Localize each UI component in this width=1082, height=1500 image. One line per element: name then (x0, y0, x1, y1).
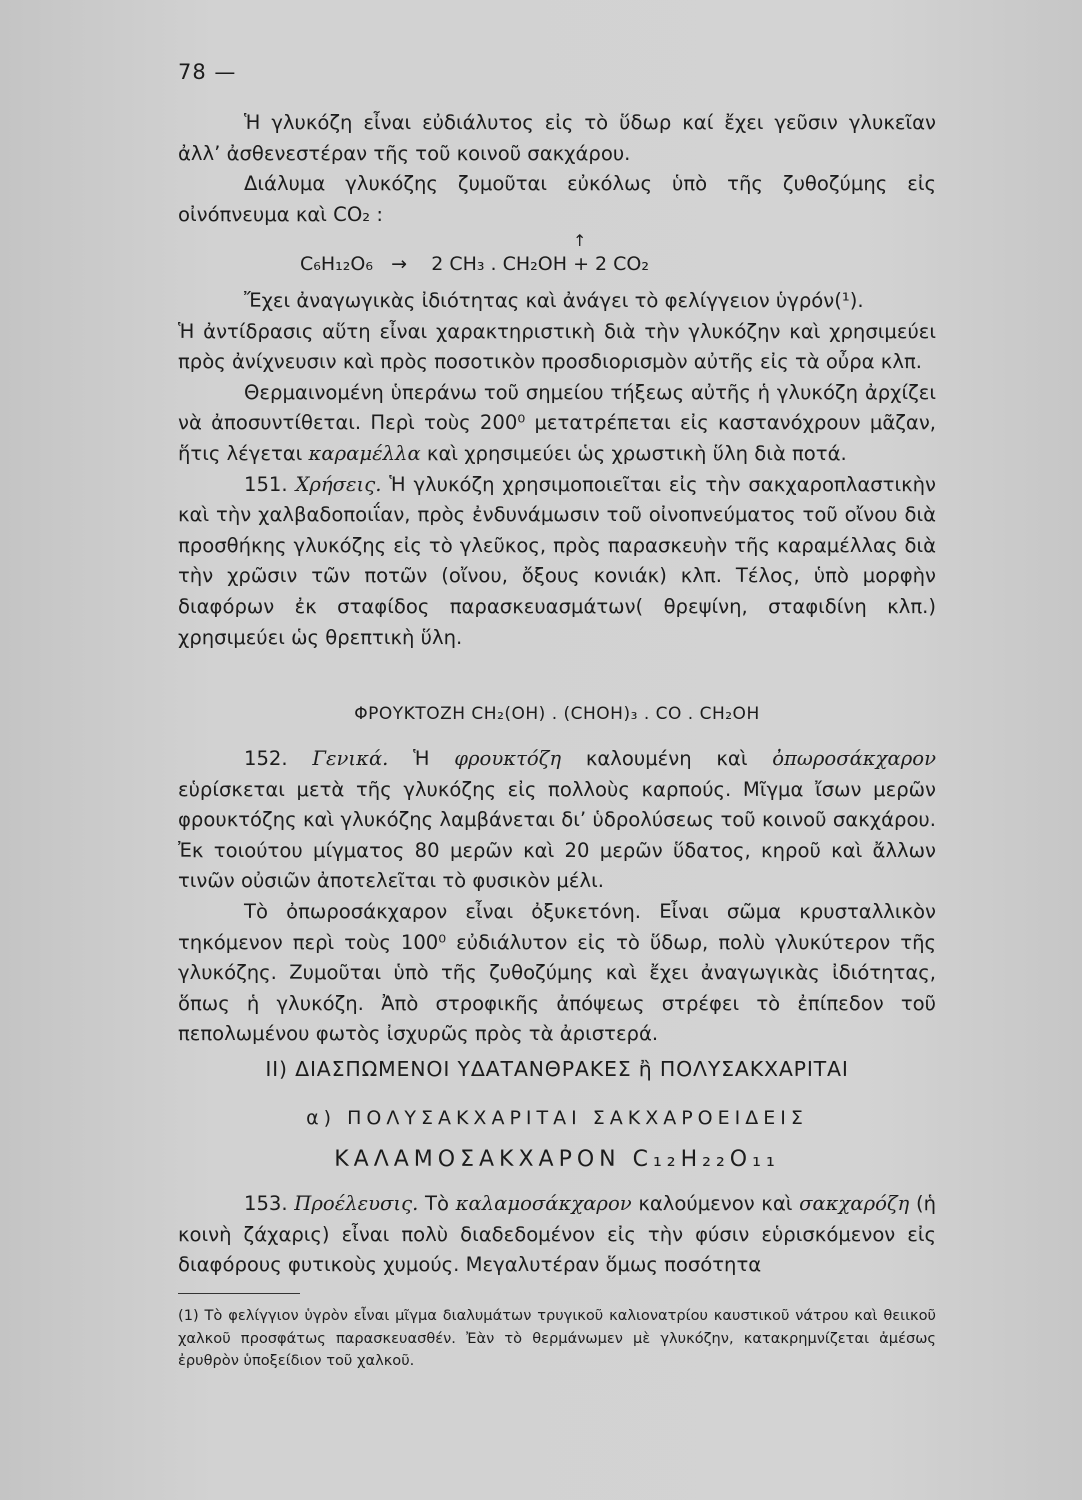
section-153: 153. Προέλευσις. Τὸ καλαμοσάκχαρον καλούμενον καὶ σακχαρόζη (ἡ κοινὴ ζάχαρις) εἶναι πολὺ διαδεδομένον εἰς τὴν φύσιν εὑρισκόμενον εἰς διαφόρους φυτικοὺς χυμούς. Μεγαλυτέραν ὅμως ποσότητα (178, 1192, 937, 1277)
equation-rhs: 2 CH₃ . CH₂OH + 2 CO₂ (431, 253, 649, 275)
text-block-1 (178, 108, 936, 230)
section-152-title: Γενικά. (312, 747, 389, 770)
footnote-divider (178, 1293, 300, 1294)
heading-polysaccharides: II) ΔΙΑΣΠΩΜΕΝΟΙ ΥΔΑΤΑΝΘΡΑΚΕΣ ἢ ΠΟΛΥΣΑΚΧΑΡΙΤΑΙ (265, 1057, 849, 1081)
section-152: 152. Γενικά. Ἡ φρουκτόζη καλουμένη καὶ ὀπωροσάκχαρον εὑρίσκεται μετὰ τῆς γλυκόζης εἰς πολλοὺς καρπούς. Μῖγμα ἴσων μερῶν φρουκτόζης καὶ γλυκόζης λαμβάνεται δι’ ὑδρολύσεως τοῦ κοινοῦ σακχάρου. Ἐκ τοιούτου μίγματος 80 μερῶν καὶ 20 μερῶν ὕδατος, κηροῦ καὶ ἄλλων τινῶν οὐσιῶν ἀποτελεῖται τὸ φυσικὸν μέλι. (178, 747, 936, 893)
text-block-2 (178, 286, 936, 653)
paragraph-solubility: Ἡ γλυκόζη εἶναι εὐδιάλυτος εἰς τὸ ὕδωρ καί ἔχει γεῦσιν γλυκεῖαν ἀλλ’ ἀσθενεστέραν τῆς τοῦ κοινοῦ σακχάρου. (178, 111, 936, 165)
paragraph-fruit-sugar: Τὸ ὀπωροσάκχαρον εἶναι ὀξυκετόνη. Εἶναι σῶμα κρυσταλλικὸν τηκόμενον περὶ τοὺς 100⁰ εὐδιάλυτον εἰς τὸ ὕδωρ, πολὺ γλυκύτερον τῆς γλυκόζης. Ζυμοῦται ὑπὸ τῆς ζυθοζύμης καὶ ἔχει ἀναγωγικὰς ἰδιότητας, ὅπως ἡ γλυκόζη. Ἀπὸ στροφικῆς ἀπόψεως στρέφει τὸ ἐπίπεδον τοῦ πεπολωμένου φωτὸς ἰσχυρῶς πρὸς τὰ ἀριστερά. (178, 899, 936, 1046)
section-153-title: Προέλευσις. (294, 1192, 419, 1215)
term-fructose: φρουκτόζη (454, 747, 562, 770)
term-fruit-sugar: ὀπωροσάκχαρον (772, 747, 936, 770)
term-caramel: καραμέλλα (308, 441, 421, 465)
paragraph-reaction: Ἡ ἀντίδρασις αὕτη εἶναι χαρακτηριστικὴ διὰ τὴν γλυκόζην καὶ χρησιμεύει πρὸς ἀνίχνευσιν καὶ πρὸς ποσοτικὸν προσδιορισμὸν αὐτῆς εἰς τὰ οὖρα κλπ. (178, 319, 936, 374)
term-cane-sugar: καλαμοσάκχαρον (455, 1192, 632, 1215)
gas-arrow: ↑ (573, 231, 587, 250)
text-block-3 (178, 744, 936, 1050)
equation-lhs: C₆H₁₂O₆ (300, 253, 373, 275)
paragraph-reducing: Ἔχει ἀναγωγικὰς ἰδιότητας καὶ ἀνάγει τὸ φελίγγειον ὑγρόν(¹). (244, 289, 864, 312)
heading-sugar-like: α) ΠΟΛΥΣΑΚΧΑΡΙΤΑΙ ΣΑΚΧΑΡΟΕΙΔΕΙΣ (306, 1107, 808, 1129)
term-sucrose: σακχαρόζη (799, 1192, 910, 1215)
heading-cane-sugar: ΚΑΛΑΜΟΣΑΚΧΑΡΟΝ C₁₂H₂₂O₁₁ (334, 1147, 780, 1172)
text-block-4 (178, 1189, 936, 1281)
footnote: (1) Τὸ φελίγγιον ὑγρὸν εἶναι μῖγμα διαλυμάτων τρυγικοῦ καλιονατρίου καυστικοῦ νάτρου καὶ θειικοῦ χαλκοῦ προσφάτως παρασκευασθέν. Ἐὰν τὸ θερμάνωμεν μὲ γλυκόζην, κατακρημνίζεται ἀμέσως ἐρυθρὸν ὑποξείδιον τοῦ χαλκοῦ. (178, 1307, 936, 1369)
fermentation-equation (300, 253, 649, 275)
section-151: 151. Χρήσεις. Ἡ γλυκόζη χρησιμοποιεῖται εἰς τὴν σακχαροπλαστικὴν καὶ τὴν χαλβαδοποιΐαν, πρὸς ἐνδυνάμωσιν τοῦ οἰνοπνεύματος τοῦ οἴνου διὰ προσθήκης γλυκόζης εἰς τὸ γλεῦκος, πρὸς παρασκευὴν τῆς καραμέλλας διὰ τὴν χρῶσιν τῶν ποτῶν (οἴνου, ὄξους κονιάκ) κλπ. Τέλος, ὑπὸ μορφὴν διαφόρων ἐκ σταφίδος παρασκευασμάτων( θρεψίνη, σταφιδίνη κλπ.) χρησιμεύει ὡς θρεπτικὴ ὕλη. (178, 472, 936, 649)
page-number: 78 — (178, 60, 237, 84)
paragraph-heating: Θερμαινομένη ὑπεράνω τοῦ σημείου τήξεως αὐτῆς ἡ γλυκόζη ἀρχίζει νὰ ἀποσυντίθεται. Περὶ τοὺς 200⁰ μετατρέπεται εἰς καστανόχρουν μᾶζαν, ἥτις λέγεται καραμέλλα καὶ χρησιμεύει ὡς χρωστικὴ ὕλη διὰ ποτά. (178, 380, 936, 465)
paragraph-fermentation: Διάλυμα γλυκόζης ζυμοῦται εὐκόλως ὑπὸ τῆς ζυθοζύμης εἰς οἰνόπνευμα καὶ CO₂ : (178, 172, 936, 226)
equation-arrow: → (391, 253, 408, 275)
section-151-title: Χρήσεις. (295, 472, 382, 496)
fructose-formula: ΦΡΟΥΚΤΟΖΗ CH₂(OH) . (CHOH)₃ . CO . CH₂OH (354, 704, 760, 724)
